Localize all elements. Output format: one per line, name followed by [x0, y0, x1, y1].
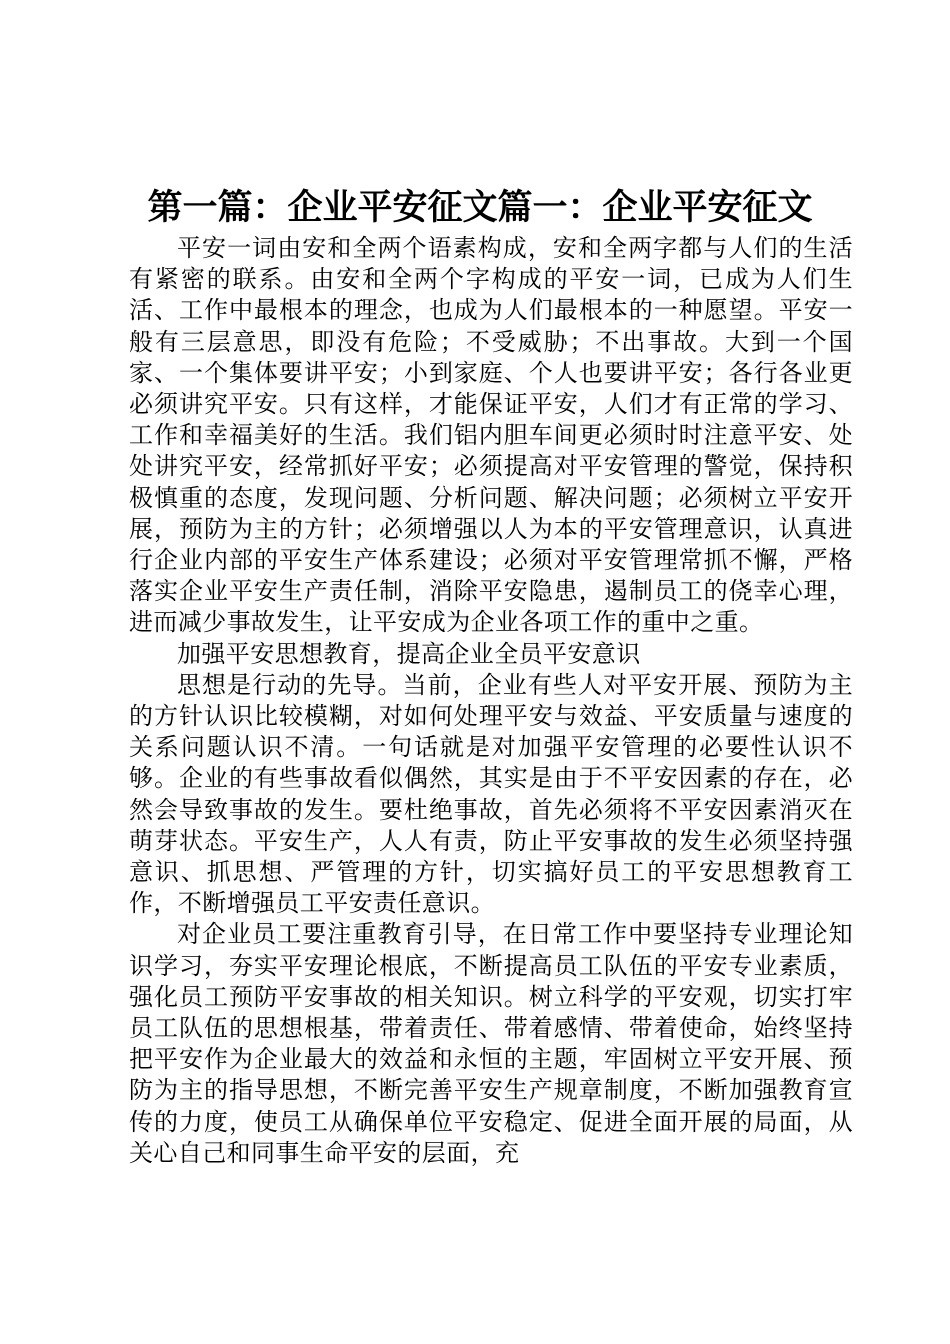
document-body [129, 233, 853, 1169]
paragraph: 思想是行动的先导。当前，企业有些人对平安开展、预防为主的方针认识比较模糊，对如何处理平安与效益、平安质量与速度的关系问题认识不清。一句话就是对加强平安管理的必要性认识不够。企业的有些事故看似偶然，其实是由于不平安因素的存在，必然会导致事故的发生。要杜绝事故，首先必须将不平安因素消灭在萌芽状态。平安生产，人人有责，防止平安事故的发生必须坚持强意识、抓思想、严管理的方针，切实搞好员工的平安思想教育工作，不断增强员工平安责任意识。 [129, 670, 853, 918]
document-title: 第一篇：企业平安征文篇一：企业平安征文 [147, 187, 813, 228]
section-heading: 加强平安思想教育，提高企业全员平安意识 [177, 639, 641, 668]
paragraph: 对企业员工要注重教育引导，在日常工作中要坚持专业理论知识学习，夯实平安理论根底，不断提高员工队伍的平安专业素质，强化员工预防平安事故的相关知识。树立科学的平安观，切实打牢员工队伍的思想根基，带着责任、带着感情、带着使命，始终坚持把平安作为企业最大的效益和永恒的主题，牢固树立平安开展、预防为主的指导思想，不断完善平安生产规章制度，不断加强教育宣传的力度，使员工从确保单位平安稳定、促进全面开展的局面，从关心自己和同事生命平安的层面，充 [129, 920, 853, 1167]
paragraph: 平安一词由安和全两个语素构成，安和全两字都与人们的生活有紧密的联系。由安和全两个字构成的平安一词，已成为人们生活、工作中最根本的理念，也成为人们最根本的一种愿望。平安一般有三层意思，即没有危险；不受威胁；不出事故。大到一个国家、一个集体要讲平安；小到家庭、个人也要讲平安；各行各业更必须讲究平安。只有这样，才能保证平安，人们才有正常的学习、工作和幸福美好的生活。我们铝内胆车间更必须时时注意平安、处处讲究平安，经常抓好平安；必须提高对平安管理的警觉，保持积极慎重的态度，发现问题、分析问题、解决问题；必须树立平安开展，预防为主的方针；必须增强以人为本的平安管理意识，认真进行企业内部的平安生产体系建设；必须对平安管理常抓不懈，严格落实企业平安生产责任制，消除平安隐患，遏制员工的侥幸心理，进而减少事故发生，让平安成为企业各项工作的重中之重。 [129, 234, 853, 637]
